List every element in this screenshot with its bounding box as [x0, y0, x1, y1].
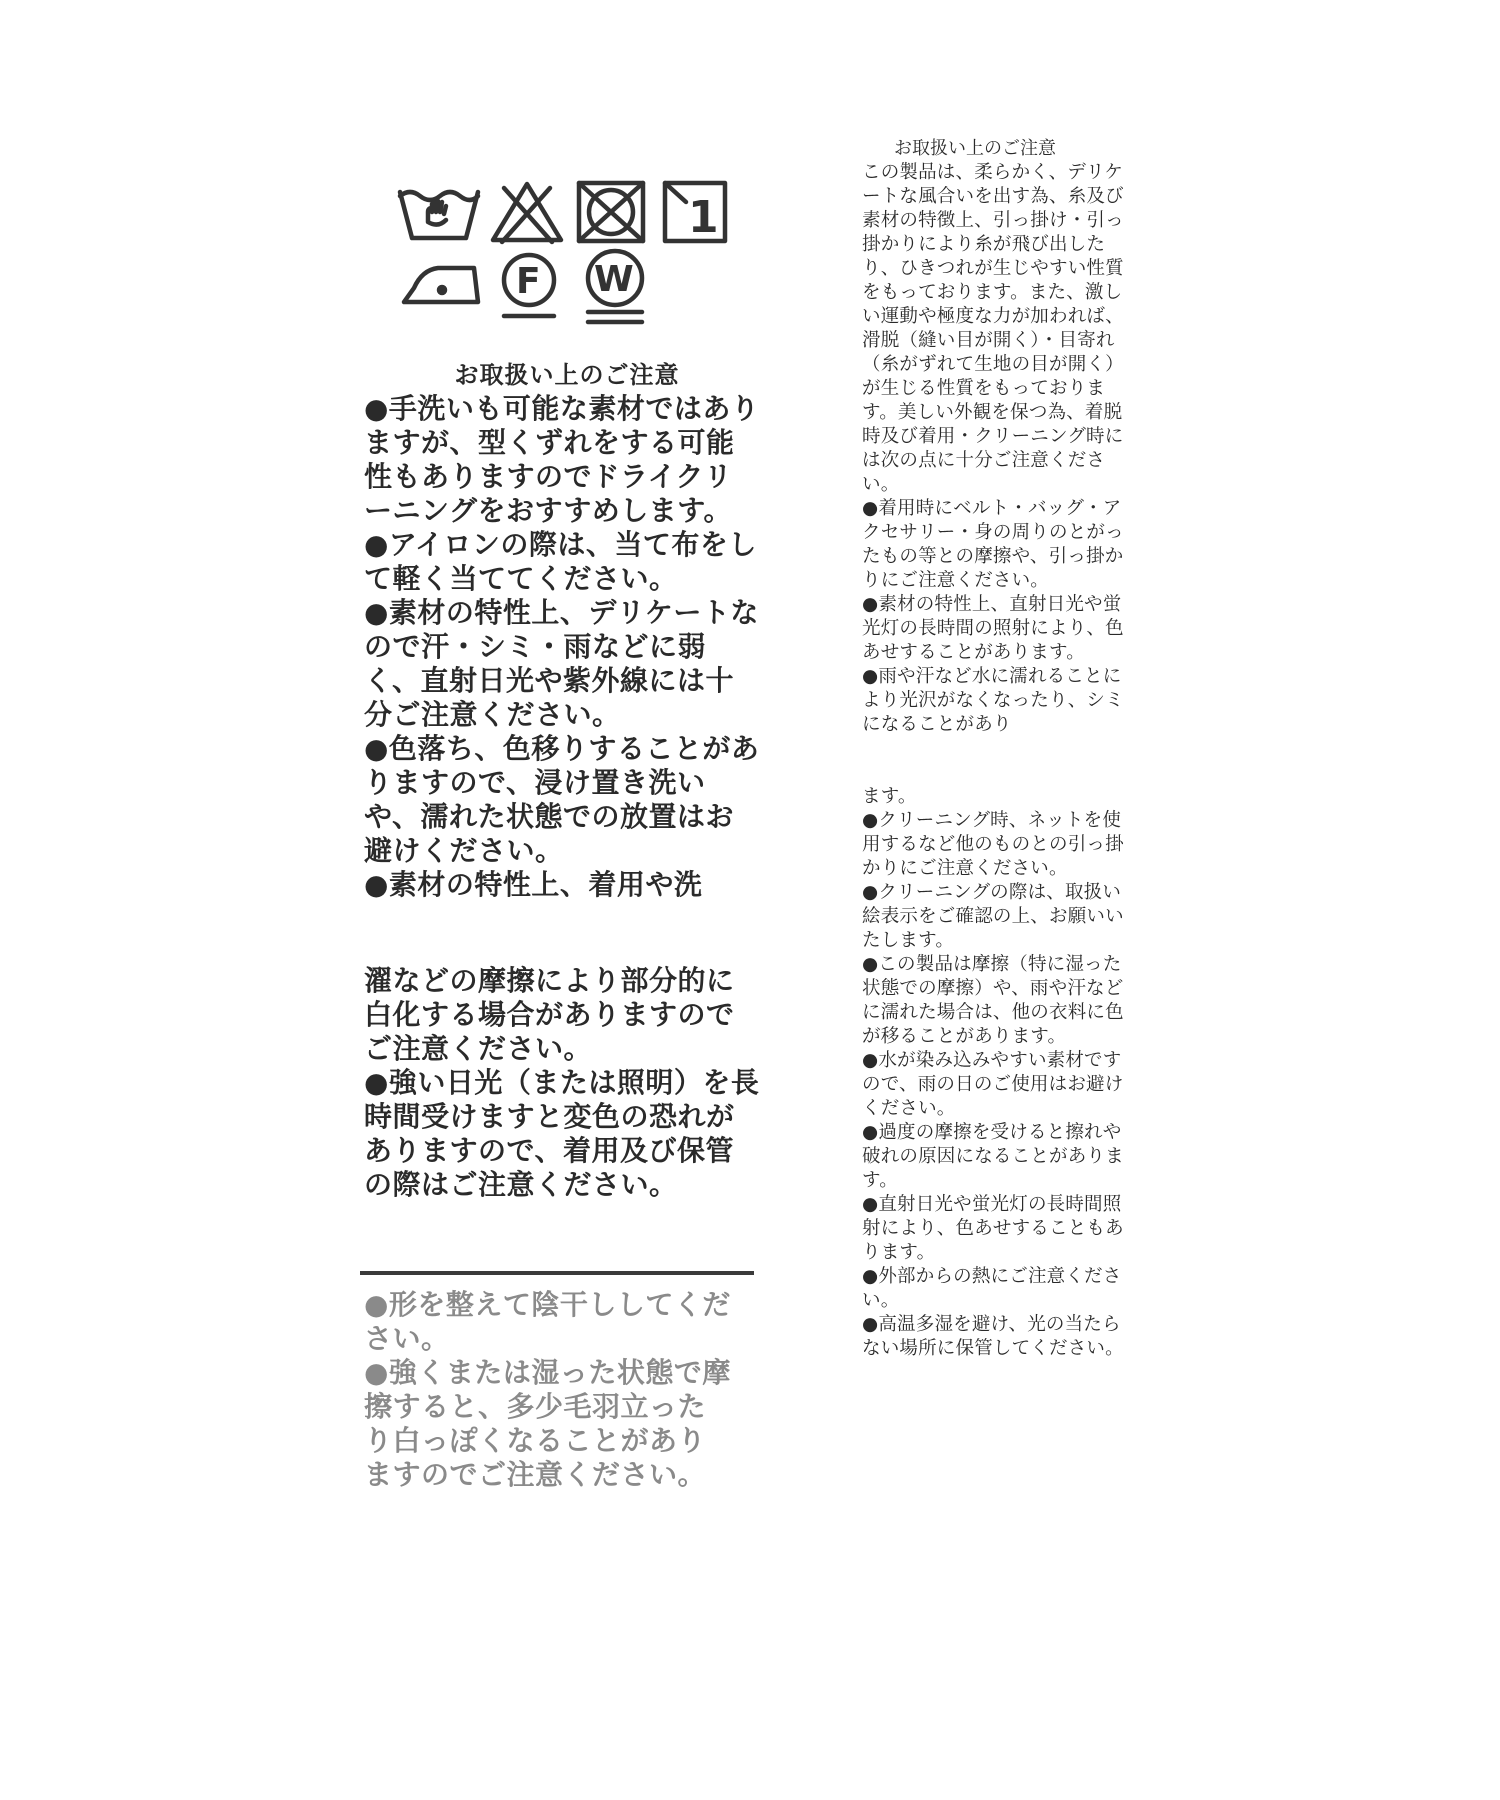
- left-label-paragraph: ●素材の特性上、着用や洗: [364, 868, 703, 901]
- right-label-paragraph: ●水が染み込みやすい素材ですので、雨の日のご使用はお避けください。: [862, 1050, 1124, 1119]
- svg-text:F: F: [516, 261, 541, 302]
- left-care-label-lower: [364, 1288, 734, 1492]
- dry-clean-f-icon: [496, 252, 562, 322]
- left-label-paragraph: ●強い日光（または照明）を長時間受けますと変色の恐れがありますので、着用及び保管の際はご注意ください。: [364, 1066, 760, 1201]
- label-gap: [364, 902, 760, 964]
- care-symbols: [398, 170, 748, 330]
- left-label-paragraph: ●色落ち、色移りすることがありますので、浸け置き洗いや、濡れた状態での放置はお避けください。: [364, 732, 760, 867]
- wet-clean-w-icon: [580, 248, 650, 328]
- iron-low-icon: [400, 258, 482, 308]
- right-label-paragraph: ます。: [862, 786, 917, 807]
- left-label-paragraph: ●強くまたは湿った状態で摩擦すると、多少毛羽立ったり白っぽくなることがありますのでご注意ください。: [364, 1356, 731, 1491]
- left-label-paragraph: ●形を整えて陰干ししてください。: [364, 1288, 731, 1355]
- divider-rule: [360, 1271, 754, 1275]
- right-label-paragraph: ●雨や汗など水に濡れることにより光沢がなくなったり、シミになることがあり: [862, 666, 1124, 735]
- right-label-paragraph: ●クリーニングの際は、取扱い絵表示をご確認の上、お願いいたします。: [862, 882, 1124, 951]
- right-label-paragraph: ●直射日光や蛍光灯の長時間照射により、色あせすることもあります。: [862, 1194, 1124, 1263]
- right-label-paragraph: ●素材の特性上、直射日光や蛍光灯の長時間の照射により、色あせすることがあります。: [862, 594, 1124, 663]
- right-care-label: [862, 137, 1130, 1361]
- shade-dry-icon: [662, 180, 728, 244]
- hand-wash-icon: [398, 182, 480, 242]
- right-label-paragraph: この製品は、柔らかく、デリケートな風合いを出す為、糸及び素材の特徴上、引っ掛け・引っ掛かりにより糸が飛び出したり、ひきつれが生じやすい性質をもっております。また、激しい運動や極度な力が加われば、滑脱（縫い目が開く）・目寄れ（糸がずれて生地の目が開く）が生じる性質をもっております。美しい外観を保つ為、着脱時及び着用・クリーニング時には次の点に十分ご注意ください。: [862, 162, 1124, 495]
- left-care-label: [364, 358, 760, 1202]
- svg-text:W: W: [594, 259, 634, 300]
- label-gap: [862, 737, 1130, 785]
- left-label-paragraph: ●アイロンの際は、当て布をして軽く当ててください。: [364, 528, 757, 595]
- right-label-heading: お取扱い上のご注意: [894, 138, 1056, 159]
- left-label-paragraph: ●手洗いも可能な素材ではありますが、型くずれをする可能性もありますのでドライクリーニングをおすすめします。: [364, 392, 760, 527]
- right-label-paragraph: ●この製品は摩擦（特に湿った状態での摩擦）や、雨や汗などに濡れた場合は、他の衣料に色が移ることがあります。: [862, 954, 1124, 1047]
- left-label-heading: お取扱い上のご注意: [454, 361, 680, 389]
- no-bleach-icon: [490, 180, 564, 244]
- right-label-paragraph: ●過度の摩擦を受けると擦れや破れの原因になることがあります。: [862, 1122, 1124, 1191]
- right-label-paragraph: ●着用時にベルト・バッグ・アクセサリー・身の周りのとがったもの等との摩擦や、引っ掛かりにご注意ください。: [862, 498, 1124, 591]
- svg-text:1: 1: [688, 192, 719, 243]
- no-tumble-dry-icon: [576, 180, 646, 244]
- right-label-paragraph: ●高温多湿を避け、光の当たらない場所に保管してください。: [862, 1314, 1124, 1359]
- left-label-paragraph: 濯などの摩擦により部分的に白化する場合がありますのでご注意ください。: [364, 964, 735, 1065]
- left-label-paragraph: ●素材の特性上、デリケートなので汗・シミ・雨などに弱く、直射日光や紫外線には十分ご注意ください。: [364, 596, 759, 731]
- right-label-paragraph: ●クリーニング時、ネットを使用するなど他のものとの引っ掛かりにご注意ください。: [862, 810, 1124, 879]
- right-label-paragraph: ●外部からの熱にご注意ください。: [862, 1266, 1122, 1311]
